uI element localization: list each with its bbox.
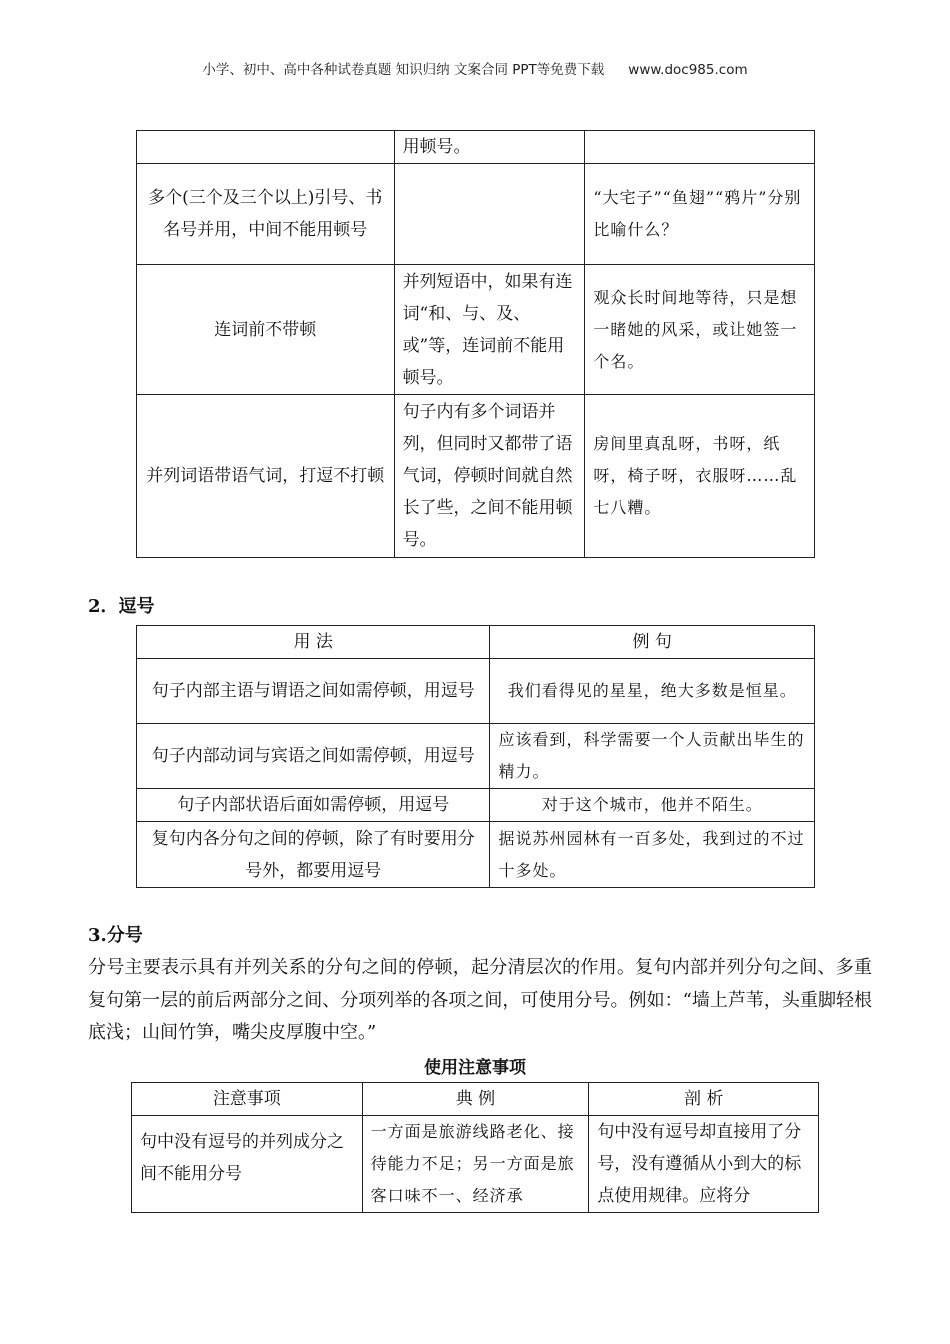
table-caption: 使用注意事项 [424,1058,526,1078]
column-header: 用 法 [137,626,490,659]
example-cell: 一方面是旅游线路老化、接待能力不足；另一方面是旅客口味不一、经济承 [362,1116,589,1213]
note-cell: 句中没有逗号的并列成分之间不能用分号 [132,1116,363,1213]
usage-cell: 句子内部主语与谓语之间如需停顿，用逗号 [137,659,490,724]
header-site-link[interactable]: www.doc985.com [628,62,748,78]
analysis-cell: 句中没有逗号却直接用了分号，没有遵循从小到大的标点使用规律。应将分 [589,1116,819,1213]
example-cell: 观众长时间地等待，只是想一睹她的风采，或让她签一个名。 [585,265,815,395]
usage-cell [137,131,395,164]
table-row [137,659,815,724]
section-2-title: 2．逗号 [88,596,155,617]
table-row [137,395,815,558]
usage-cell: 句子内部动词与宾语之间如需停顿，用逗号 [137,724,490,789]
usage-cell: 句子内部状语后面如需停顿，用逗号 [137,789,490,822]
explanation-cell [394,164,585,265]
example-cell: 应该看到，科学需要一个人贡献出毕生的精力。 [490,724,815,789]
example-cell: “大宅子”“鱼翅”“鸦片”分别比喻什么？ [585,164,815,265]
explanation-cell: 用顿号。 [394,131,585,164]
column-header: 剖 析 [589,1083,819,1116]
column-header: 例 句 [490,626,815,659]
section-3-title: 3.分号 [88,925,143,946]
header-text: 小学、初中、高中各种试卷真题 知识归纳 文案合同 PPT等免费下载 [202,62,605,78]
example-cell: 据说苏州园林有一百多处，我到过的不过十多处。 [490,822,815,888]
table-header-row [137,626,815,659]
explanation-cell: 并列短语中，如果有连词“和、与、及、或”等，连词前不能用顿号。 [394,265,585,395]
example-cell: 我们看得见的星星，绝大多数是恒星。 [490,659,815,724]
example-cell: 房间里真乱呀，书呀，纸呀，椅子呀，衣服呀……乱七八糟。 [585,395,815,558]
comma-table [136,625,815,888]
column-header: 典 例 [362,1083,589,1116]
table-header-row [132,1083,819,1116]
example-cell: 对于这个城市，他并不陌生。 [490,789,815,822]
usage-cell: 连词前不带顿 [137,265,395,395]
table-row [137,131,815,164]
column-header: 注意事项 [132,1083,363,1116]
page-header [0,58,950,78]
table-row [137,265,815,395]
usage-cell: 并列词语带语气词，打逗不打顿 [137,395,395,558]
semicolon-paragraph: 分号主要表示具有并列关系的分句之间的停顿，起分清层次的作用。复句内部并列分句之间、多重复句第一层的前后两部分之间、分项列举的各项之间，可使用分号。例如：“墙上芦苇，头重脚轻根底浅；山间竹笋，嘴尖皮厚腹中空。” [88,957,872,1043]
explanation-cell: 句子内有多个词语并列，但同时又都带了语气词，停顿时间就自然长了些，之间不能用顿号。 [394,395,585,558]
table-row [137,822,815,888]
pause-mark-table [136,130,815,558]
usage-cell: 复句内各分句之间的停顿，除了有时要用分号外，都要用逗号 [137,822,490,888]
example-cell [585,131,815,164]
semicolon-table [131,1082,819,1213]
table-row [132,1116,819,1213]
table-row [137,789,815,822]
table-row [137,164,815,265]
usage-cell: 多个(三个及三个以上)引号、书名号并用，中间不能用顿号 [137,164,395,265]
table-row [137,724,815,789]
